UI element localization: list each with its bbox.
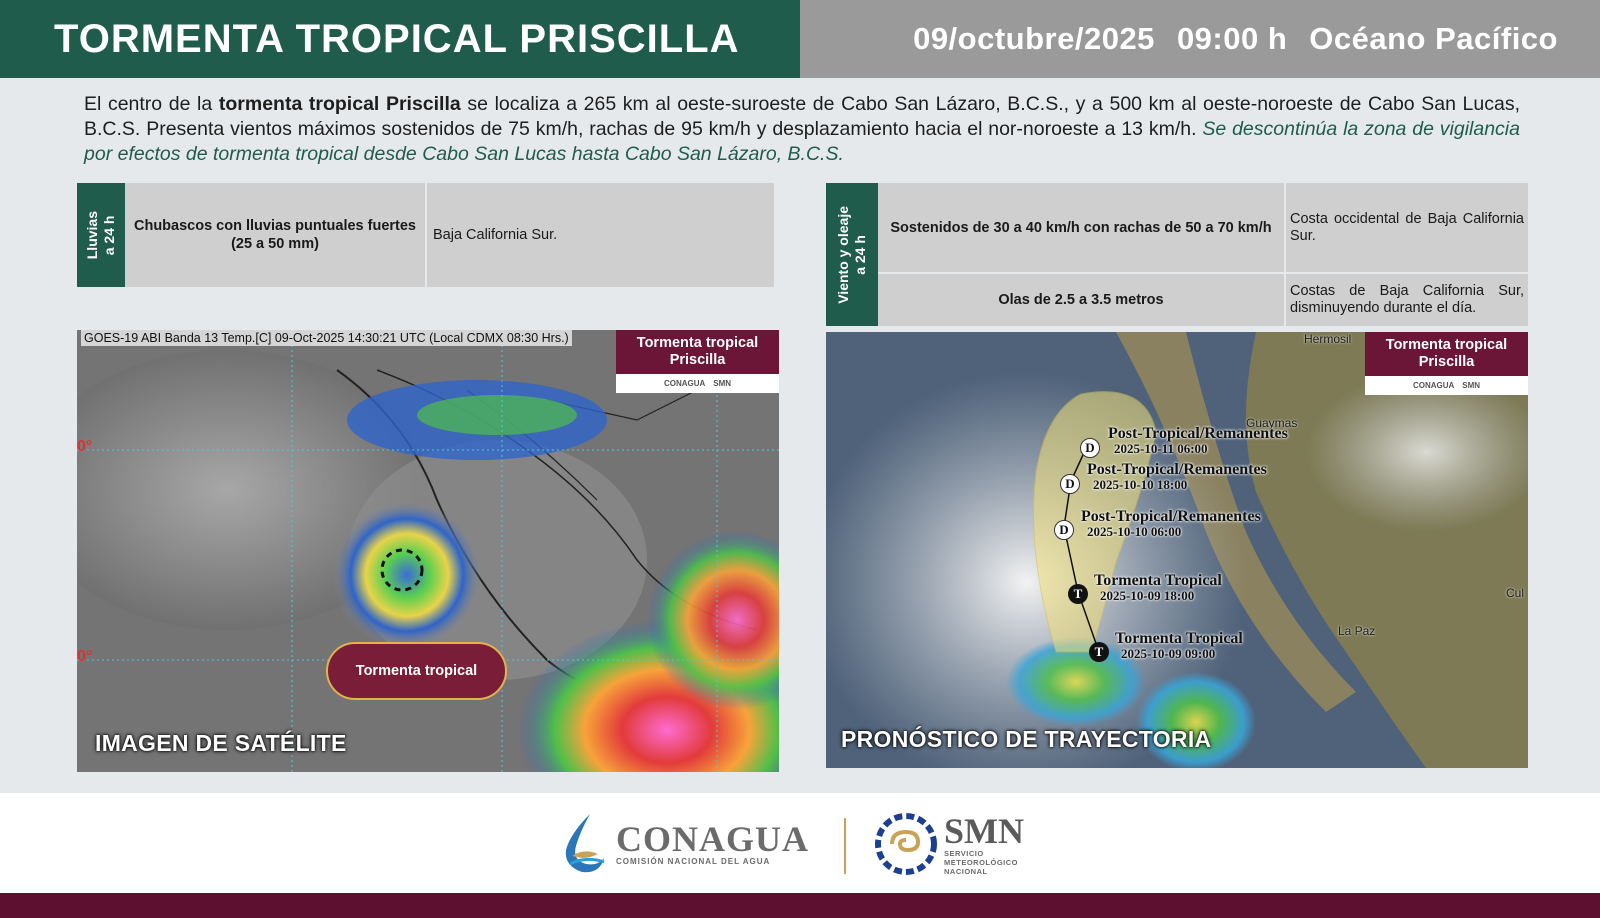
footer-bar bbox=[0, 893, 1600, 918]
satellite-image bbox=[77, 330, 779, 772]
track-label: Post-Tropical/Remanentes 2025-10-10 06:00 bbox=[1081, 508, 1261, 539]
satellite-imagery bbox=[77, 330, 779, 772]
wind-tab-line1: Viento y oleaje bbox=[835, 205, 851, 304]
conagua-mini-logo: CONAGUA bbox=[663, 379, 706, 388]
track-label: Post-Tropical/Remanentes 2025-10-10 18:00 bbox=[1087, 461, 1267, 492]
header-date: 09/octubre/2025 bbox=[913, 21, 1155, 56]
wind-area: Costa occidental de Baja California Sur. bbox=[1290, 210, 1524, 244]
title-bar bbox=[0, 0, 800, 78]
summary-part1: El centro de la bbox=[84, 93, 219, 115]
rain-table bbox=[77, 183, 774, 287]
rain-tab-line1: Lluvias bbox=[84, 210, 100, 260]
conagua-logo bbox=[560, 812, 809, 874]
track-marker: D bbox=[1054, 520, 1074, 540]
smn-subtitle: SERVICIO METEOROLÓGICO NACIONAL bbox=[944, 848, 1018, 876]
smn-logo bbox=[874, 812, 1024, 876]
satellite-title: IMAGEN DE SATÉLITE bbox=[95, 730, 347, 756]
wind-description: Sostenidos de 30 a 40 km/h con rachas de 50 a 70 km/h bbox=[878, 183, 1286, 272]
trajectory-map bbox=[826, 332, 1528, 768]
conagua-mini-logo: CONAGUA bbox=[1412, 381, 1455, 390]
smn-mini-logo: SMN bbox=[1462, 381, 1481, 390]
smn-mini-logo: SMN bbox=[713, 379, 732, 388]
header-region: Océano Pacífico bbox=[1309, 21, 1558, 56]
track-label: Post-Tropical/Remanentes 2025-10-11 06:00 bbox=[1108, 425, 1288, 456]
conagua-subtitle: COMISIÓN NACIONAL DEL AGUA bbox=[616, 856, 771, 866]
rain-tab-line2: a 24 h bbox=[101, 215, 117, 255]
page-title: TORMENTA TROPICAL PRISCILLA bbox=[54, 16, 740, 61]
wind-row bbox=[878, 183, 1528, 274]
wind-tab-line2: a 24 h bbox=[852, 234, 868, 275]
summary-alert: Se descontinúa la zona de vigilancia por efectos de tormenta tropical desde Cabo San Lucas hasta Cabo San Lázaro, B.C.S. bbox=[84, 118, 1520, 165]
satellite-caption: GOES-19 ABI Banda 13 Temp.[C] 09-Oct-2025 14:30:21 UTC (Local CDMX 08:30 Hrs.) bbox=[81, 330, 572, 346]
trajectory-imagery bbox=[826, 332, 1528, 768]
conagua-name: CONAGUA bbox=[616, 818, 809, 859]
track-marker: T bbox=[1089, 642, 1109, 662]
rain-area: Baja California Sur. bbox=[433, 227, 558, 243]
city-label: Hermosil bbox=[1304, 332, 1352, 346]
summary-part2: se localiza a 265 km al oeste-suroeste de Cabo San Lázaro, B.C.S., y a 500 km al oeste-noroeste de Cabo San Lucas, B.C.S. Presenta vientos máximos sostenidos de 75 km/h, rachas de 95 km/h y desplazamiento hacia el nor-noroeste a 13 km/h. bbox=[84, 93, 1521, 140]
header bbox=[0, 0, 1600, 78]
conagua-drop-icon bbox=[560, 812, 608, 874]
latitude-label: 0° bbox=[77, 438, 93, 455]
smn-emblem-icon bbox=[874, 812, 938, 876]
city-label: Cul bbox=[1506, 586, 1525, 600]
rain-description: Chubascos con lluvias puntuales fuertes (25 a 50 mm) bbox=[125, 183, 427, 287]
wind-tab bbox=[826, 183, 878, 326]
header-time: 09:00 h bbox=[1176, 21, 1288, 56]
track-marker: T bbox=[1068, 584, 1088, 604]
city-label: La Paz bbox=[1338, 624, 1376, 638]
track-label: Tormenta Tropical 2025-10-09 18:00 bbox=[1094, 572, 1222, 603]
latitude-label: 0° bbox=[77, 648, 93, 665]
wave-row bbox=[878, 274, 1528, 326]
summary-text bbox=[84, 92, 1520, 167]
satellite-badge: Tormenta tropical Priscilla CONAGUA SMN bbox=[616, 330, 779, 393]
trajectory-title: PRONÓSTICO DE TRAYECTORIA bbox=[841, 726, 1212, 752]
trajectory-badge: Tormenta tropical Priscilla CONAGUA SMN bbox=[1365, 332, 1528, 395]
wave-area: Costas de Baja California Sur, disminuyendo durante el día. bbox=[1290, 283, 1524, 316]
wave-description: Olas de 2.5 a 3.5 metros bbox=[878, 274, 1286, 326]
footer-divider bbox=[844, 818, 846, 874]
rain-tab bbox=[77, 183, 125, 287]
track-label: Tormenta Tropical 2025-10-09 09:00 bbox=[1115, 630, 1243, 661]
date-bar bbox=[800, 0, 1600, 78]
wind-table bbox=[826, 183, 1528, 326]
track-marker: D bbox=[1080, 438, 1100, 458]
smn-name: SMN bbox=[944, 810, 1024, 851]
track-marker: D bbox=[1060, 474, 1080, 494]
city-label: Guaymas bbox=[1246, 416, 1298, 430]
summary-storm-name: tormenta tropical Priscilla bbox=[218, 93, 461, 115]
storm-label: Tormenta tropical bbox=[326, 642, 507, 700]
